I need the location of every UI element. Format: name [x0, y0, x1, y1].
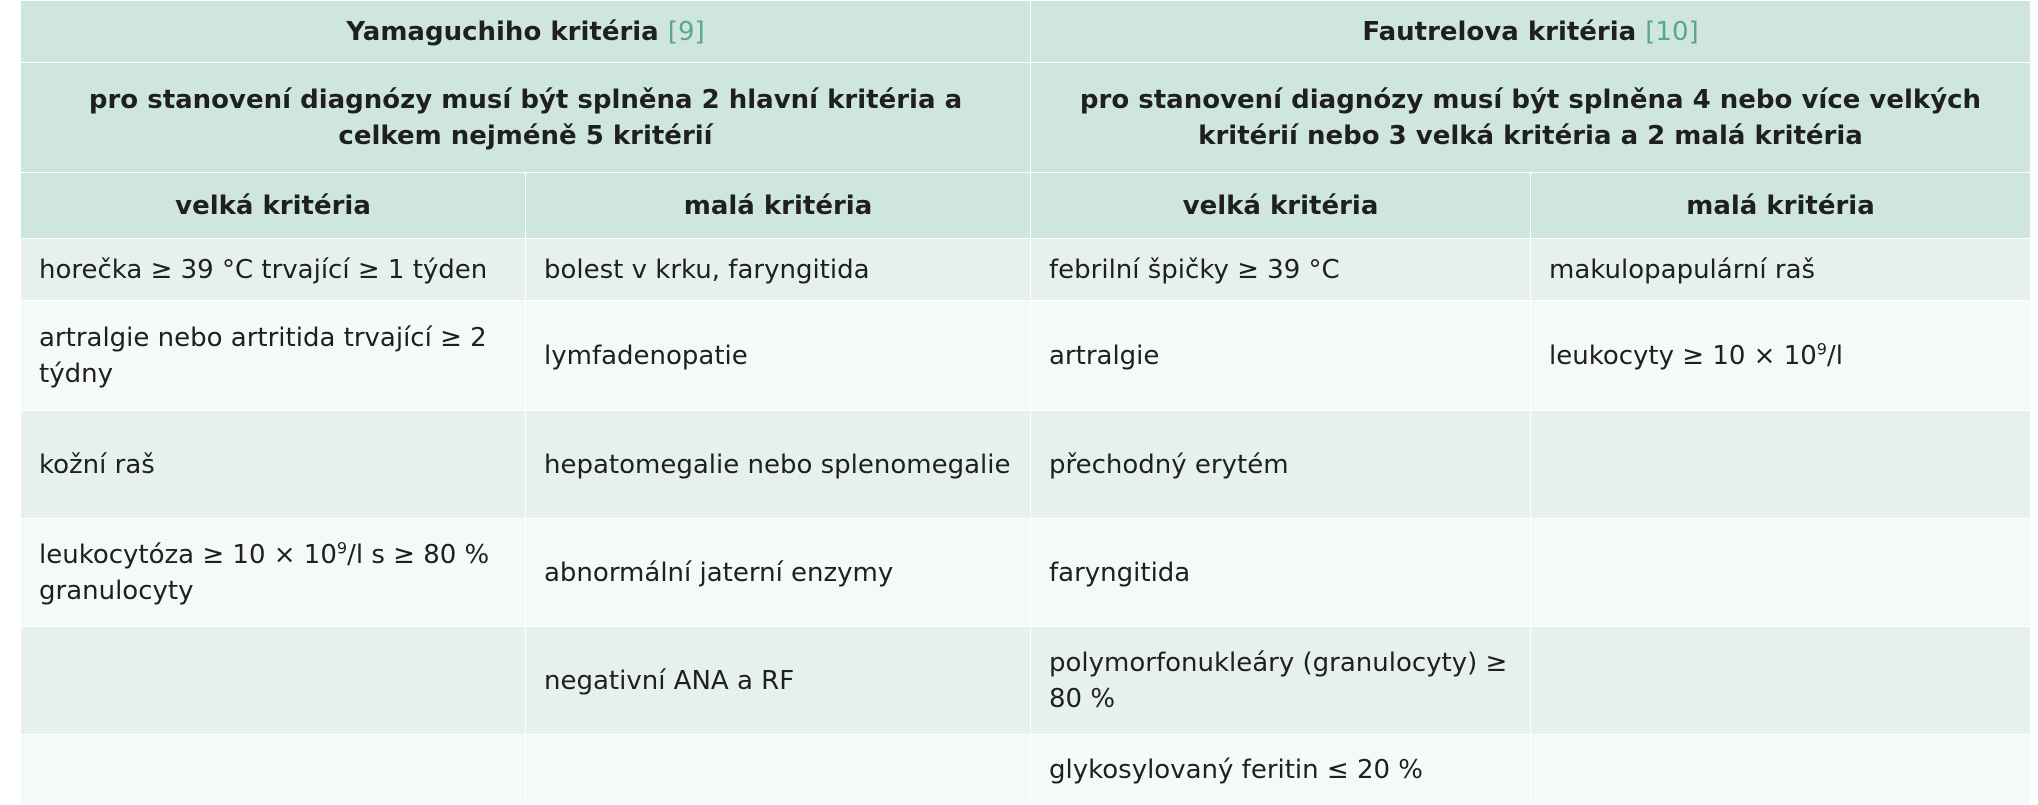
table-cell: artralgie nebo artritida trvající ≥ 2 týdny	[21, 301, 526, 411]
table-cell: abnormální jaterní enzymy	[526, 519, 1031, 627]
table-cell	[21, 735, 526, 805]
table-row	[21, 239, 2031, 301]
table-cell: artralgie	[1031, 301, 1531, 411]
table-cell: polymorfonukleáry (granulocyty) ≥ 80 %	[1031, 627, 1531, 735]
criteria-table	[20, 0, 2031, 805]
table-cell: febrilní špičky ≥ 39 °C	[1031, 239, 1531, 301]
table-cell	[526, 735, 1031, 805]
table-row	[21, 411, 2031, 519]
fautrel-reference[interactable]: [10]	[1645, 16, 1699, 47]
table-cell	[1531, 627, 2031, 735]
table-cell: glykosylovaný feritin ≤ 20 %	[1031, 735, 1531, 805]
column-header: velká kritéria	[1031, 173, 1531, 239]
column-header: malá kritéria	[526, 173, 1031, 239]
table-cell	[1531, 519, 2031, 627]
table-cell	[1531, 735, 2031, 805]
table-row	[21, 735, 2031, 805]
table-cell	[1531, 411, 2031, 519]
table-cell: leukocyty ≥ $10 \times 10^9/l$	[1531, 301, 2031, 411]
table-cell: kožní raš	[21, 411, 526, 519]
table-cell: negativní ANA a RF	[526, 627, 1031, 735]
column-header-row	[21, 173, 2031, 239]
yamaguchi-rule: pro stanovení diagnózy musí být splněna 2 hlavní kritéria a celkem nejméně 5 kritérií	[21, 63, 1031, 173]
title-row	[21, 1, 2031, 63]
rule-row	[21, 63, 2031, 173]
table-cell: přechodný erytém	[1031, 411, 1531, 519]
yamaguchi-reference[interactable]: [9]	[667, 16, 705, 47]
fautrel-rule: pro stanovení diagnózy musí být splněna 4 nebo více velkých kritérií nebo 3 velká kritéria a 2 malá kritéria	[1031, 63, 2031, 173]
table-cell: hepatomegalie nebo splenomegalie	[526, 411, 1031, 519]
yamaguchi-title: Yamaguchiho kritéria [9]	[21, 1, 1031, 63]
fautrel-title: Fautrelova kritéria [10]	[1031, 1, 2031, 63]
column-header: malá kritéria	[1531, 173, 2031, 239]
table-cell: makulopapulární raš	[1531, 239, 2031, 301]
table-cell: faryngitida	[1031, 519, 1531, 627]
criteria-table-container	[20, 0, 2030, 790]
table-row	[21, 627, 2031, 735]
column-header: velká kritéria	[21, 173, 526, 239]
table-cell	[21, 627, 526, 735]
table-cell: leukocytóza ≥ $10 \times 10^9/l$ s ≥ 80 % granulocyty	[21, 519, 526, 627]
table-row	[21, 519, 2031, 627]
table-cell: horečka ≥ 39 °C trvající ≥ 1 týden	[21, 239, 526, 301]
table-cell: bolest v krku, faryngitida	[526, 239, 1031, 301]
table-row	[21, 301, 2031, 411]
table-cell: lymfadenopatie	[526, 301, 1031, 411]
